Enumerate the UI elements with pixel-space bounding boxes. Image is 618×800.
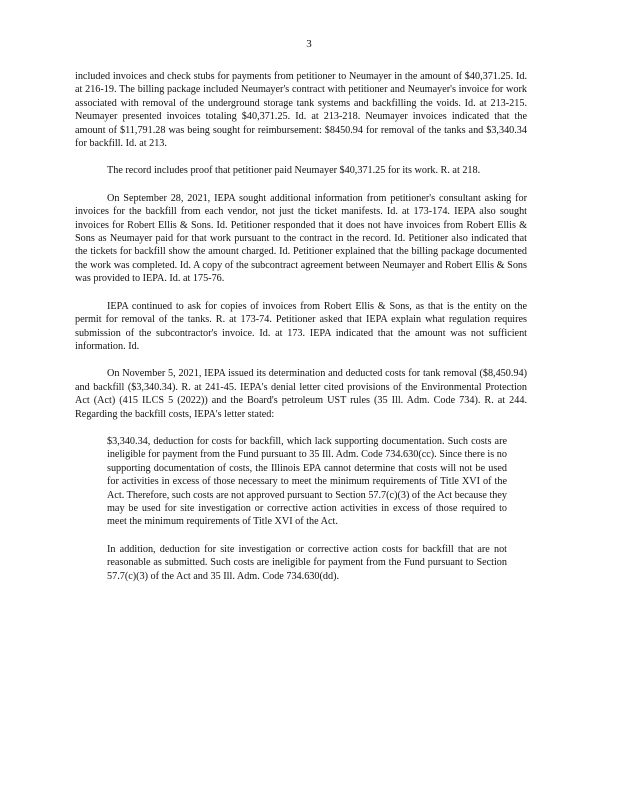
document-body bbox=[75, 70, 527, 597]
paragraph-november-determination: On November 5, 2021, IEPA issued its determination and deducted costs for tank removal ($8,450.94) and backfill ($3,340.34). R. at 241-45. IEPA's denial letter cited provisions of the Environmental Protection Act (Act) (415 ILCS 5 (2022)) and the Board's petroleum UST rules (35 Ill. Adm. Code 734). R. at 244. Regarding the backfill costs, IEPA's letter stated: bbox=[75, 368, 527, 420]
block-quote-unreasonable-costs: In addition, deduction for site investigation or corrective action costs for backfill that are not reasonable as submitted. Such costs are ineligible for payment from the Fund pursuant to Section 57.7(c)(3) of the Act and 35 Ill. Adm. Code 734.630(dd). bbox=[107, 543, 507, 582]
paragraph-september-request: On September 28, 2021, IEPA sought additional information from petitioner's consultant asking for invoices for the backfill from each vendor, not just the ticket manifests. Id. at 173-174. IEPA also sought invoices for Robert Ellis & Sons. Id. Petitioner responded that it does not have invoices from Robert Ellis & Sons as Neumayer paid for that work pursuant to the contract in the record. Id. Petitioner also indicated that the tickets for backfill show the amount charged. Id. Petitioner explained that the billing package documented the work was completed. Id. A copy of the subcontract agreement between Neumayer and Robert Ellis & Sons was provided to IEPA. Id. at 175-76. bbox=[75, 192, 527, 285]
paragraph-billing-package: included invoices and check stubs for payments from petitioner to Neumayer in the amount of $40,371.25. Id. at 216-19. The billing package included Neumayer's contract with petitioner and Neumayer's invoice for work associated with removal of the underground storage tank systems and backfilling the voids. Id. at 213-215. Neumayer presented invoices totaling $40,371.25. Id. at 213-218. Neumayer invoices indicated that the amount of $11,791.28 was being sought for reimbursement: $8450.94 for removal of the tanks and $3,340.34 for backfill. Id. at 213. bbox=[75, 71, 527, 150]
paragraph-continued-request: IEPA continued to ask for copies of invoices from Robert Ellis & Sons, as that is the entity on the permit for removal of the tanks. R. at 173-74. Petitioner asked that IEPA explain what regulation requires submission of the subcontractor's invoice. Id. at 173. IEPA indicated that the amount was not sufficient information. Id. bbox=[75, 300, 527, 352]
block-quote-backfill-deduction: $3,340.34, deduction for costs for backfill, which lack supporting documentation. Such costs are ineligible for payment from the Fund pursuant to 35 Ill. Adm. Code 734.630(cc). Since there is no supporting documentation of costs, the Illinois EPA cannot determine that costs will not be used for activities in excess of those necessary to meet the minimum requirements of Title XVI of the Act. Therefore, such costs are not approved pursuant to Section 57.7(c)(3) of the Act because they may be used for site investigation or corrective action activities in excess of those required to meet the minimum requirements of Title XVI of the Act. bbox=[107, 435, 507, 528]
page-number: 3 bbox=[306, 38, 312, 50]
paragraph-proof-of-payment: The record includes proof that petitioner paid Neumayer $40,371.25 for its work. R. at 218. bbox=[107, 165, 481, 177]
